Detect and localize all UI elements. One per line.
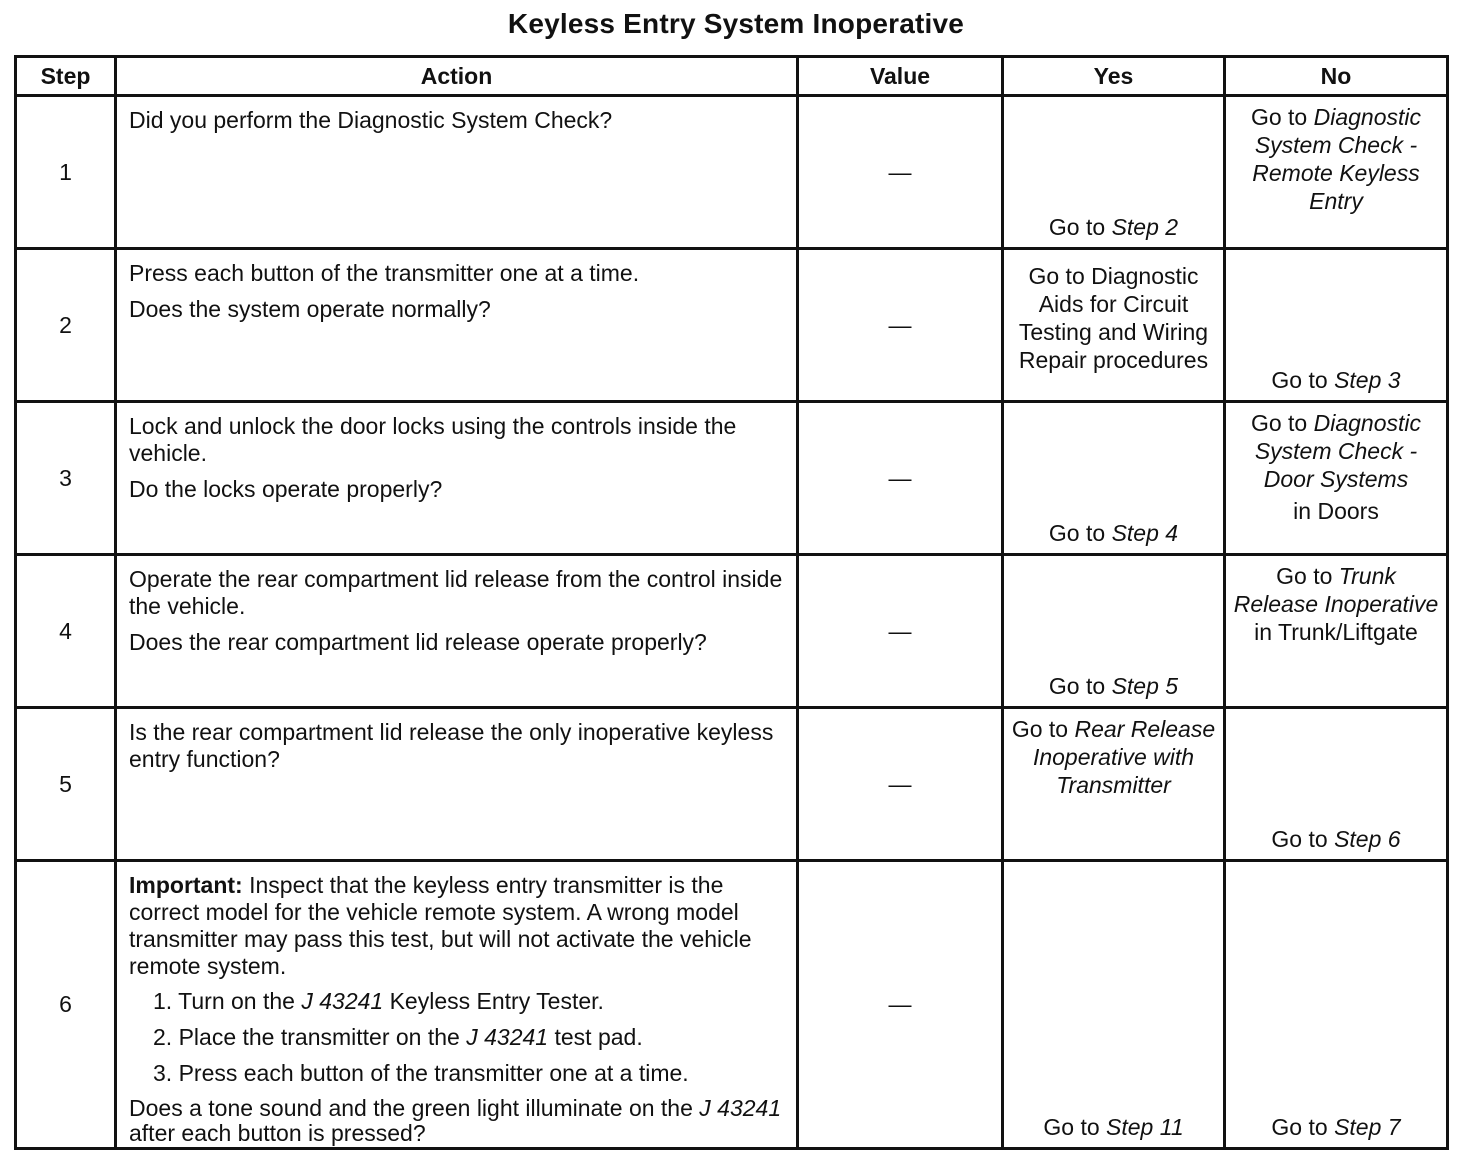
no-goto-suffix: in Trunk/Liftgate — [1254, 619, 1418, 645]
action-text: Lock and unlock the door locks using the controls inside the vehicle. — [129, 413, 737, 466]
yes-goto-link[interactable]: Go to Diagnostic Aids for Circuit Testing and Wiring Repair procedures — [1018, 263, 1209, 373]
no-cell — [1225, 249, 1448, 402]
no-goto-link[interactable]: Go to Trunk Release Inoperative in Trunk/Liftgate — [1233, 563, 1439, 645]
yes-goto-link[interactable]: Go to Rear Release Inoperative with Transmitter — [1011, 716, 1216, 798]
action-cell — [116, 861, 798, 1149]
action-text: Press each button of the transmitter one at a time. — [129, 260, 640, 286]
no-cell — [1225, 861, 1448, 1149]
column-header-yes: Yes — [1003, 57, 1225, 96]
table-row — [16, 861, 1448, 1149]
action-cell — [116, 249, 798, 402]
yes-goto-link[interactable]: Go to Step 5 — [1048, 673, 1179, 699]
yes-cell — [1003, 249, 1225, 402]
no-goto-link[interactable]: Go to Step 3 — [1271, 367, 1401, 393]
page-title: Keyless Entry System Inoperative — [507, 8, 965, 39]
action-text: Did you perform the Diagnostic System Check? — [129, 107, 613, 133]
no-goto-link[interactable]: Go to Diagnostic System Check - Remote Keyless Entry — [1250, 104, 1422, 214]
yes-goto-link[interactable]: Go to Step 2 — [1048, 214, 1179, 240]
table-row — [16, 555, 1448, 708]
table-row — [16, 249, 1448, 402]
yes-goto-link[interactable]: Go to Step 11 — [1043, 1114, 1184, 1140]
action-question: Is the rear compartment lid release the only inoperative keyless entry function? — [129, 719, 774, 772]
yes-cell — [1003, 861, 1225, 1149]
action-cell — [116, 96, 798, 249]
action-cell — [116, 708, 798, 861]
value-cell: — — [798, 861, 1003, 1149]
no-goto-suffix: in Doors — [1293, 498, 1379, 524]
step-number: 1 — [16, 96, 116, 249]
list-item: 2. Place the transmitter on the J 43241 test pad. — [153, 1024, 643, 1050]
value-cell: — — [798, 402, 1003, 555]
action-cell — [116, 555, 798, 708]
list-item: 3. Press each button of the transmitter one at a time. — [153, 1060, 689, 1086]
no-goto-link[interactable]: Go to Diagnostic System Check - Door Systems — [1250, 410, 1422, 492]
yes-goto-link[interactable]: Go to Step 4 — [1048, 520, 1179, 546]
value-cell: — — [798, 249, 1003, 402]
yes-cell — [1003, 555, 1225, 708]
column-header-no: No — [1225, 57, 1448, 96]
step-number: 4 — [16, 555, 116, 708]
step-number: 6 — [16, 861, 116, 1149]
no-goto-link[interactable]: Go to Step 6 — [1271, 826, 1401, 852]
column-header-value: Value — [798, 57, 1003, 96]
action-question: Does a tone sound and the green light illuminate on the J 43241 after each button is pressed? — [129, 1095, 782, 1146]
header-row — [16, 57, 1448, 96]
important-note: Important: Inspect that the keyless entry transmitter is the correct model for the vehicle remote system. A wrong model transmitter may pass this test, but will not activate the vehicle remote system. — [129, 872, 752, 979]
procedure-list — [129, 988, 788, 1087]
table-row — [16, 708, 1448, 861]
no-goto-link[interactable]: Go to Step 7 — [1271, 1114, 1401, 1140]
step-number: 2 — [16, 249, 116, 402]
column-header-step: Step — [16, 57, 116, 96]
action-text: Operate the rear compartment lid release from the control inside the vehicle. — [129, 566, 783, 619]
no-cell — [1225, 402, 1448, 555]
no-cell — [1225, 96, 1448, 249]
table-row — [16, 402, 1448, 555]
value-cell: — — [798, 555, 1003, 708]
action-question: Do the locks operate properly? — [129, 476, 443, 502]
table-row — [16, 96, 1448, 249]
no-cell — [1225, 708, 1448, 861]
value-cell: — — [798, 96, 1003, 249]
value-cell: — — [798, 708, 1003, 861]
column-header-action: Action — [116, 57, 798, 96]
diagnostic-table — [14, 55, 1449, 1150]
no-cell — [1225, 555, 1448, 708]
action-cell — [116, 402, 798, 555]
yes-cell — [1003, 402, 1225, 555]
step-number: 5 — [16, 708, 116, 861]
list-item: 1. Turn on the J 43241 Keyless Entry Tester. — [153, 988, 604, 1014]
important-label: Important: — [129, 872, 243, 898]
yes-cell — [1003, 96, 1225, 249]
action-question: Does the rear compartment lid release operate properly? — [129, 629, 707, 655]
yes-cell — [1003, 708, 1225, 861]
action-question: Does the system operate normally? — [129, 296, 491, 322]
step-number: 3 — [16, 402, 116, 555]
